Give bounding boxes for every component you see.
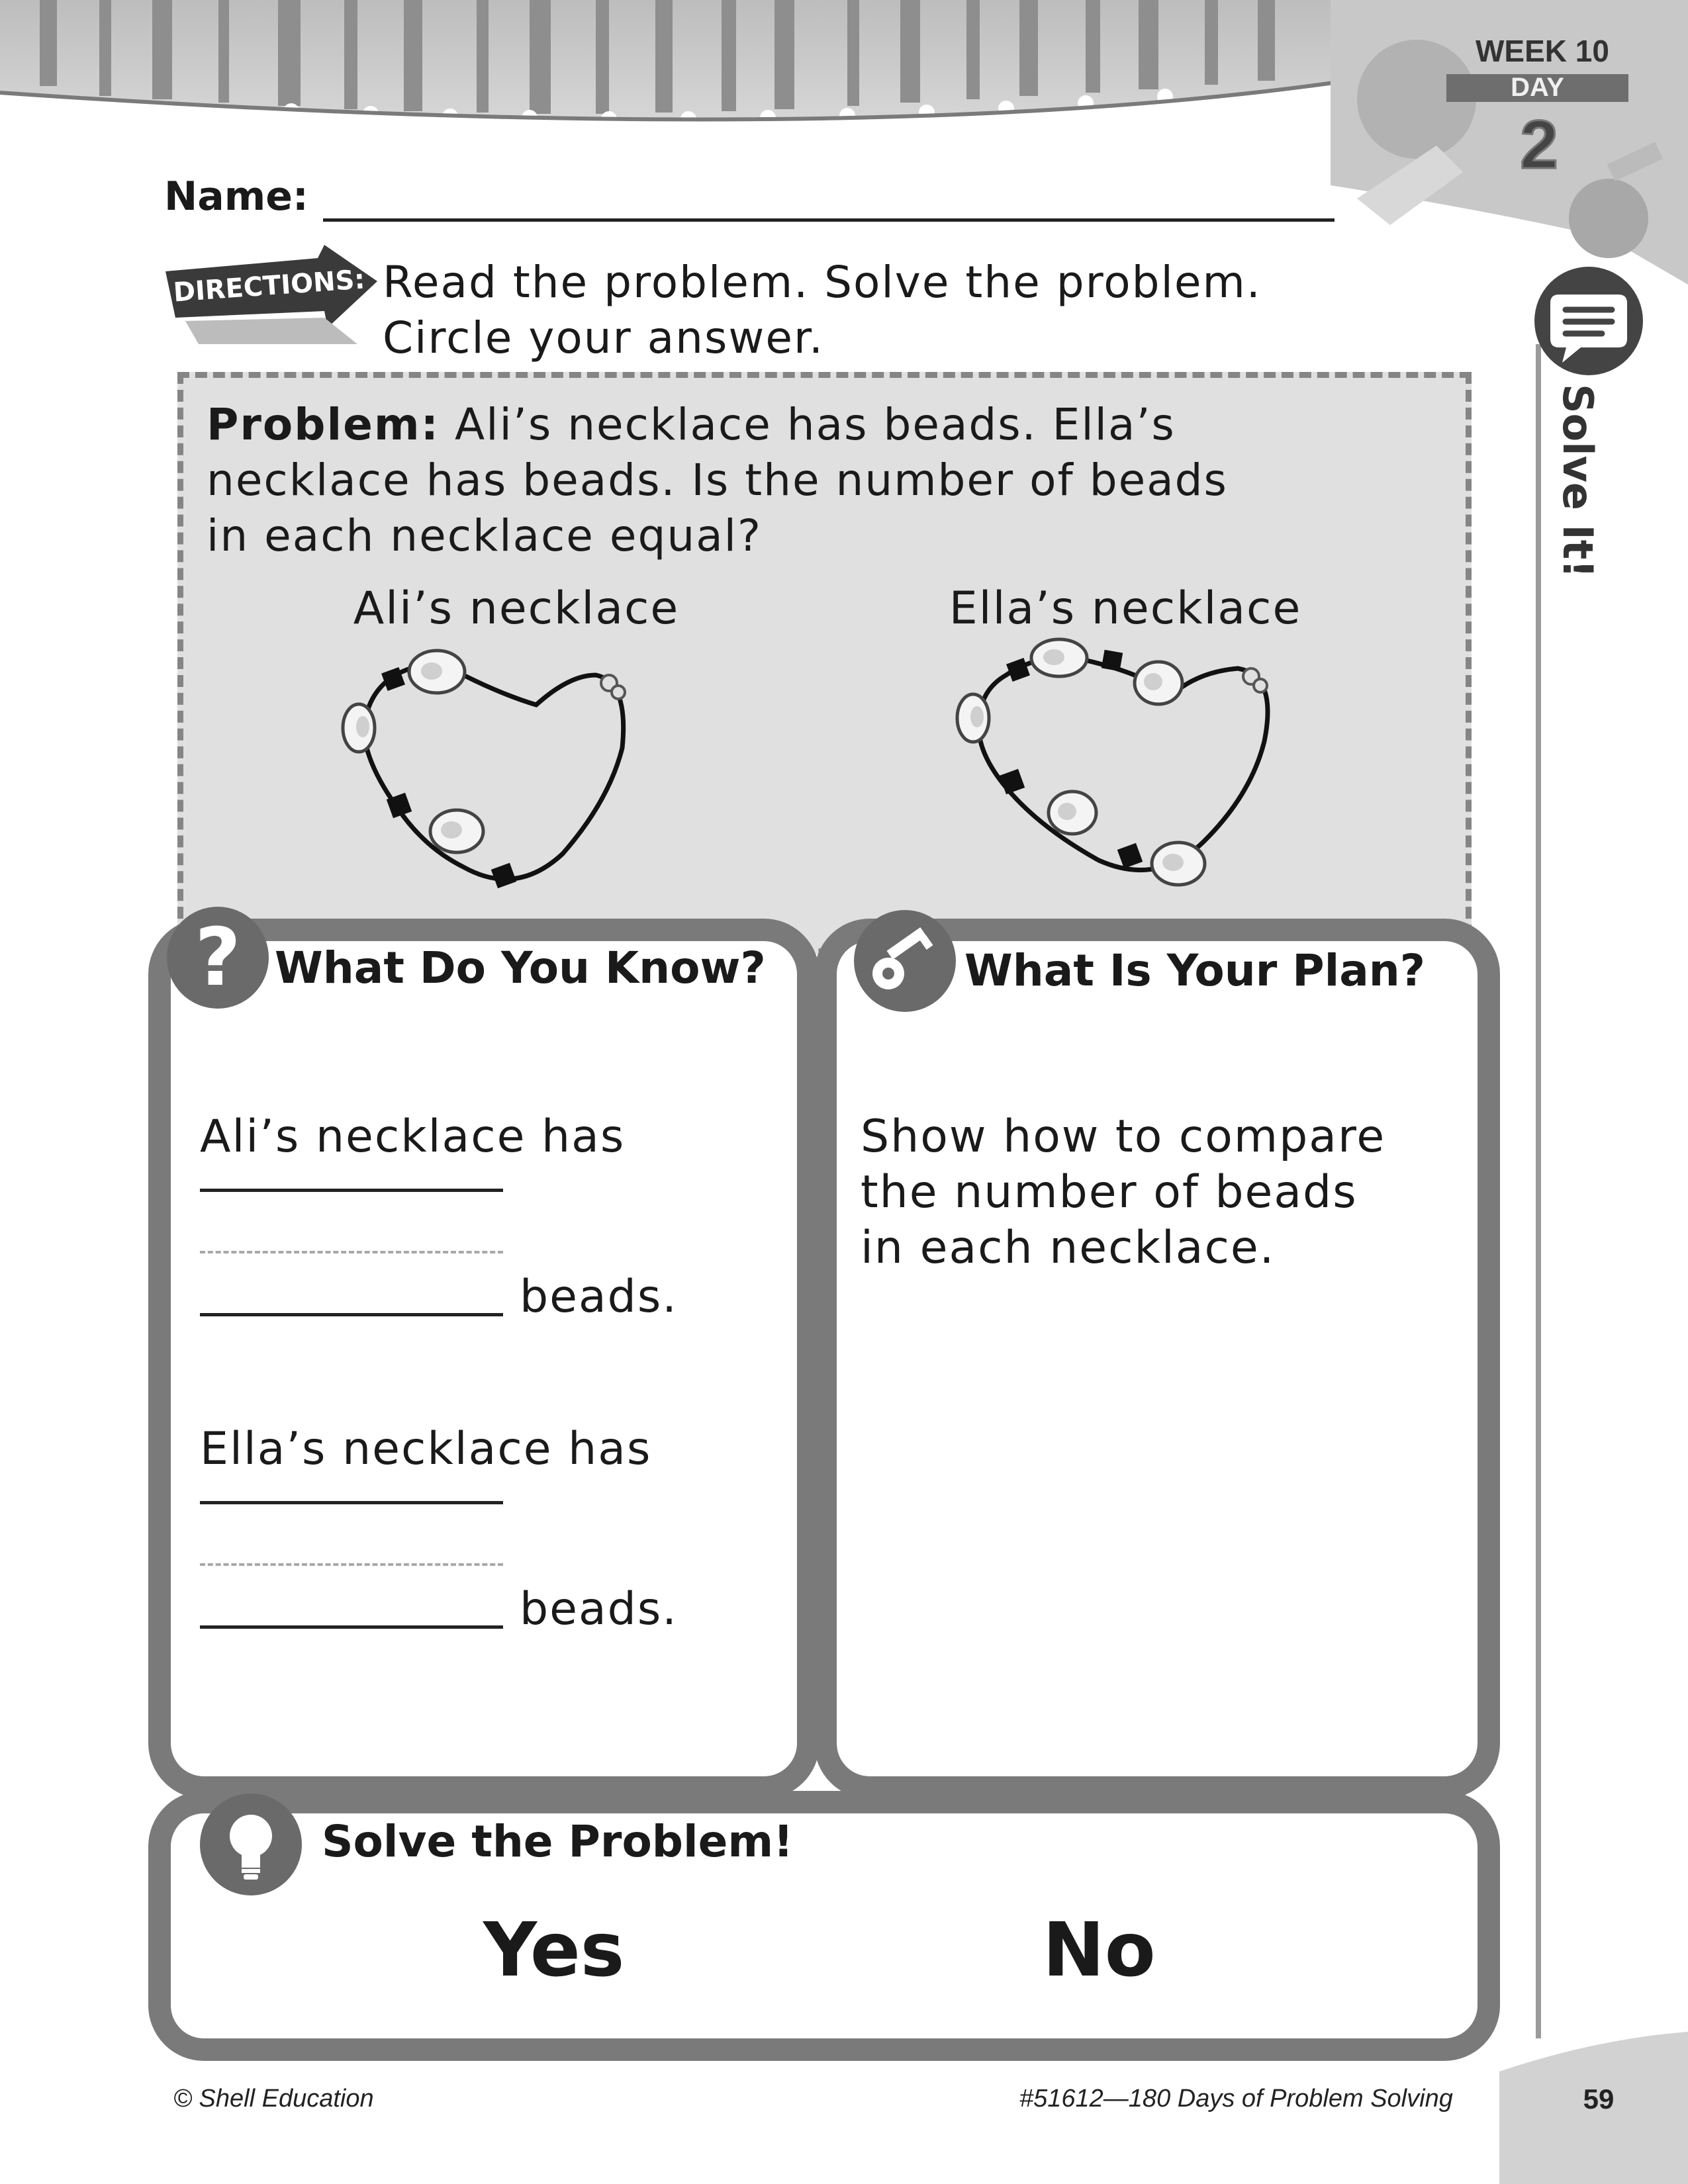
ali-write-line-top[interactable] (200, 1189, 503, 1192)
week-label: WEEK 10 (1476, 34, 1609, 68)
problem-line-3: in each necklace equal? (207, 510, 763, 561)
ella-necklace-caption: Ella’s necklace (949, 582, 1302, 635)
plan-text (861, 1109, 1456, 1276)
ella-write-line-top[interactable] (200, 1501, 503, 1504)
ella-write-line-base[interactable] (200, 1625, 503, 1629)
question-mark-icon (167, 907, 269, 1009)
ella-beads-word: beads. (520, 1583, 678, 1635)
ali-beads-word: beads. (520, 1271, 678, 1323)
plan-line-3: in each necklace. (861, 1222, 1276, 1274)
plan-line-2: the number of beads (861, 1166, 1358, 1218)
what-do-you-know-panel (148, 919, 820, 1799)
problem-line-2: necklace has beads. Is the number of beads (207, 455, 1228, 506)
directions-text (383, 255, 1262, 366)
side-tab-label: Solve It! (1554, 384, 1602, 578)
problem-label: Problem: (207, 399, 440, 450)
name-label: Name: (164, 173, 308, 220)
answer-no[interactable]: No (1043, 1907, 1156, 1993)
problem-line-1: Ali’s necklace has beads. Ella’s (440, 399, 1176, 450)
footer-copyright: © Shell Education (173, 2085, 374, 2113)
ella-has-text: Ella’s necklace has (200, 1423, 652, 1475)
svg-text:?: ? (195, 912, 241, 1004)
ali-necklace-caption: Ali’s necklace (353, 582, 680, 635)
ali-write-line-mid (200, 1251, 503, 1253)
directions-badge (159, 245, 384, 351)
know-heading: What Do You Know? (275, 942, 766, 993)
ali-write-line-base[interactable] (200, 1313, 503, 1316)
key-icon (854, 910, 956, 1012)
day-label: DAY (1511, 73, 1564, 102)
plan-line-1: Show how to compare (861, 1111, 1386, 1163)
solve-heading: Solve the Problem! (322, 1816, 794, 1867)
ali-has-text: Ali’s necklace has (200, 1111, 626, 1163)
speech-bubble-icon (1523, 265, 1655, 384)
page-number: 59 (1583, 2083, 1615, 2115)
side-tab-line (1536, 344, 1541, 2038)
directions-line-1: Read the problem. Solve the problem. (383, 257, 1262, 308)
ella-necklace-image (947, 635, 1331, 900)
answer-yes[interactable]: Yes (483, 1907, 625, 1993)
ella-write-line-mid (200, 1563, 503, 1566)
plan-heading: What Is Your Plan? (964, 945, 1426, 996)
ali-necklace-image (331, 642, 702, 907)
lightbulb-icon (200, 1794, 302, 1895)
day-number: 2 (1520, 107, 1558, 183)
problem-text (207, 397, 1451, 564)
svg-text:DIRECTIONS:: DIRECTIONS: (172, 264, 366, 308)
footer-book-title: #51612—180 Days of Problem Solving (1019, 2085, 1453, 2113)
directions-line-2: Circle your answer. (383, 312, 824, 363)
what-is-your-plan-panel[interactable] (814, 919, 1500, 1799)
name-line[interactable] (323, 218, 1335, 222)
